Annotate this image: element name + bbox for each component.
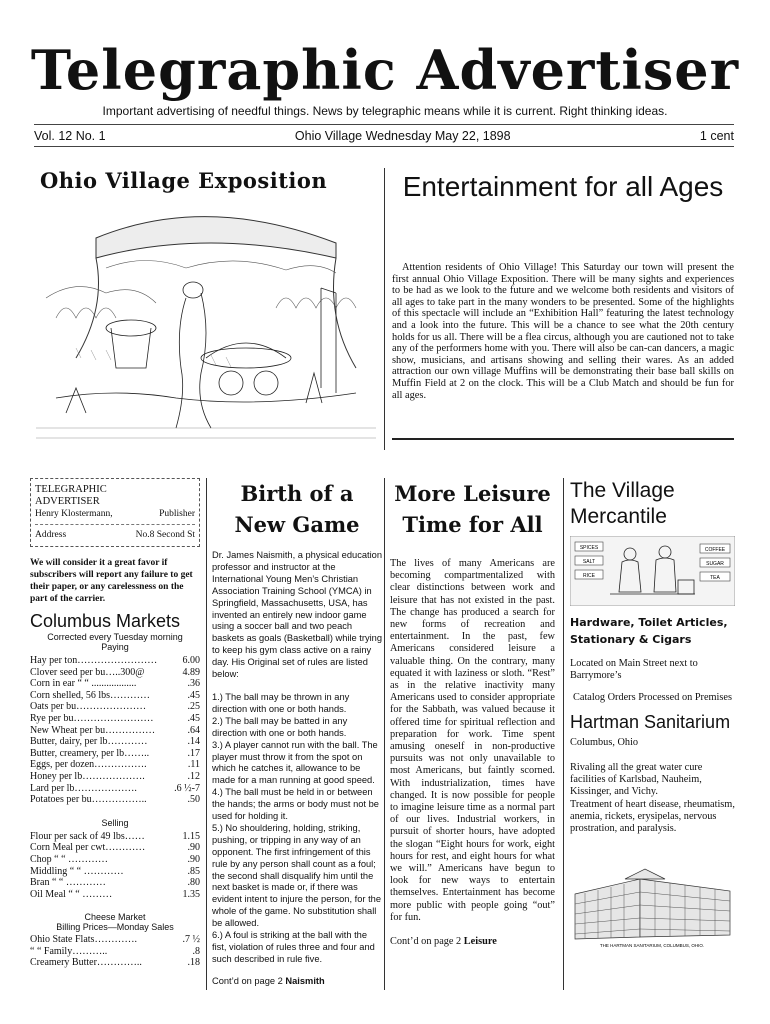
commodity-name: Rye per bu…………………… [30, 712, 154, 724]
sign-salt: SALT [582, 559, 596, 565]
exposition-illustration [36, 198, 376, 448]
sign-sugar: SUGAR [706, 561, 724, 567]
mercantile-headline: The Village Mercantile [570, 479, 675, 528]
price-row [30, 946, 200, 958]
sanitarium-headline: Hartman Sanitarium [570, 712, 731, 732]
commodity-price: 1.35 [182, 888, 200, 900]
issue-info-bar [34, 129, 734, 143]
commodity-price: .12 [187, 770, 200, 782]
sanitarium-caption: THE HARTMAN SANITARIUM, COLUMBUS, OHIO. [599, 943, 705, 949]
commodity-name: Honey per lb………………. [30, 770, 145, 782]
sign-coffee: COFFEE [704, 547, 726, 553]
mercantile-illustration [570, 536, 735, 606]
commodity-name: Oats per bu………………… [30, 701, 147, 713]
commodity-name: Ohio State Flats…………. [30, 934, 137, 946]
mercantile-goods: Hardware, Toilet Articles, Stationary & Cigars [570, 616, 728, 646]
price-row [30, 678, 200, 690]
masthead-rule [34, 124, 734, 125]
price-row [30, 783, 200, 795]
commodity-name: Clover seed per bu…..300@ [30, 666, 145, 678]
commodity-name: Butter, dairy, per lb………… [30, 736, 148, 748]
address-value: No.8 Second St [135, 530, 195, 540]
price-row [30, 957, 200, 969]
commodity-price: 6.00 [182, 655, 200, 666]
commodity-price: 4.89 [182, 666, 200, 678]
commodity-name: Bran “ “ ………… [30, 877, 106, 889]
publisher-name: Henry Klostermann, [35, 509, 113, 519]
price-row [30, 736, 200, 748]
price-row [30, 866, 200, 878]
commodity-name: Corn shelled, 56 lbs………… [30, 689, 150, 701]
commodity-price: .45 [187, 712, 200, 724]
commodity-name: Flour per sack of 49 lbs…… [30, 830, 145, 842]
price-row [30, 690, 200, 702]
newspaper-masthead: Telegraphic Advertiser [30, 38, 740, 102]
commodity-name: Chop “ “ ………… [30, 853, 109, 865]
commodity-name: Hay per ton…………………… [30, 655, 158, 666]
price-row [30, 748, 200, 760]
price-row [30, 701, 200, 713]
mercantile-location: Located on Main Street next to Barrymore’s [570, 658, 698, 681]
dateline: Ohio Village Wednesday May 22, 1898 [294, 129, 511, 143]
selling-label: Selling [101, 817, 129, 828]
commodity-price: .36 [187, 678, 200, 690]
publisher-role: Publisher [159, 509, 195, 519]
markets-corrected-note: Corrected every Tuesday morning [47, 632, 183, 642]
commodity-price: 1.15 [182, 830, 200, 842]
markets-headline: Columbus Markets [30, 611, 181, 631]
ads-column [570, 478, 735, 951]
birth-intro: Dr. James Naismith, a physical education professor and instructor at the International Young Men’s Christian Association Training School (YMCA) in Springfield, Massachusetts, USA, has invented an entirely new indoor game using a soccer ball and two peach baskets as goals (Basketball) while trying to keep his gym class active on a rainy day. His Original set of rules are listed below: [212, 550, 383, 680]
paying-price-list [30, 655, 200, 806]
paying-label: Paying [101, 642, 129, 652]
price-row [30, 725, 200, 737]
price-row [30, 713, 200, 725]
sign-spices: SPICES [579, 545, 599, 551]
leisure-headline: More Leisure Time for All [394, 481, 551, 537]
sanitarium-body: Rivaling all the great water cure facilities of Karlsbad, Nauheim, Kissinger, and Vichy. Treatment of heart disease, rheumatism, anemia, rickets, erysipelas, nervous prostration, and paralysis. [570, 762, 735, 835]
continued-target: Leisure [463, 936, 497, 948]
commodity-name: Middling “ “ ………… [30, 865, 124, 877]
commodity-price: .25 [187, 701, 200, 713]
selling-price-list [30, 831, 200, 901]
commodity-name: Corn in ear “ “ .................. [30, 678, 137, 690]
leisure-continued [390, 936, 555, 948]
issue-price: 1 cent [699, 129, 734, 143]
price-row [30, 771, 200, 783]
column-divider [384, 168, 385, 450]
subscriber-notice: We will consider it a great favor if subscribers will report any failure to get their paper, or any carelessness on the part of the carrier. [30, 558, 193, 604]
commodity-price: .17 [187, 747, 200, 759]
address-row [35, 529, 195, 541]
mercantile-catalog: Catalog Orders Processed on Premises [573, 692, 732, 703]
commodity-name: Lard per lb………………. [30, 782, 137, 794]
commodity-price: .8 [192, 945, 200, 957]
basketball-article [212, 478, 382, 988]
paper-name-line1: TELEGRAPHIC [35, 484, 107, 495]
commodity-price: .90 [187, 853, 200, 865]
entertainment-headline: Entertainment for all Ages [402, 171, 724, 202]
commodity-price: .7 ½ [182, 934, 200, 946]
price-row [30, 934, 200, 946]
price-row [30, 759, 200, 771]
price-row [30, 794, 200, 806]
commodity-price: .6 ½-7 [174, 782, 200, 794]
price-row [30, 889, 200, 901]
commodity-name: Oil Meal “ “ ……… [30, 888, 113, 900]
commodity-name: Eggs, per dozen……………. [30, 759, 147, 771]
sanitarium-illustration [570, 849, 735, 951]
commodity-price: .90 [187, 842, 200, 854]
leisure-article [390, 478, 555, 948]
basketball-rules: 1.) The ball may be thrown in any direction with one or both hands. 2.) The ball may be batted in any direction with one or both hands. 3.) A player cannot run with the ball. The player must throw it from the spot on which he catches it, allowance to be made for a man running at good speed. 4.) The ball must be held in or between the hands; the arms or body must not be used for holding it. 5.) No shouldering, holding, striking, pushing, or tripping in any way of an opponent. The first infringement of this rule by any person shall count as a foul; the second shall disqualify him until the next basket is made or, if there was evident intent to injure the person, for the whole of the game. No substitution shall be allowed. 6.) A foul is striking at the ball with the fist, violation of rules three and four and such described in rule five. [212, 691, 382, 964]
commodity-price: .80 [187, 877, 200, 889]
birth-continued [212, 976, 382, 988]
volume-number: Vol. 12 No. 1 [34, 129, 106, 143]
continued-text: Cont’d on page 2 [390, 936, 462, 948]
continued-target: Naismith [285, 975, 325, 986]
paper-name-line2: ADVERTISER [35, 496, 100, 507]
column-divider [563, 478, 564, 990]
commodity-price: .64 [187, 724, 200, 736]
commodity-name: Creamery Butter………….. [30, 957, 142, 969]
leisure-body: The lives of many Americans are becoming compartmentalized with clear distinctions between work and leisure that has not existed in the past. The change has produced a search for new forms of recreation and entertainment. In the past, few Americans considered leisure a valuable thing. On the contrary, many equated it with laziness or sloth. “Rest” as in the relative inactivity many Americans used to consider appropriate for the Sabbath, was valued because it offered time for spiritual reflection and preparation for work. Time spent amusing oneself in non-productive pursuits was not only unavailable to most Americans, but faintly scorned. With industrialization, times have changed. It is now possible for people to imagine leisure time as a normal part of our lives. Industrial workers, in pursuit of shorter hours, have adopted the slogan “Eight hours for work, eight hours for rest, and eight hours for what we will.” Americans have begun to look for new ways to entertain themselves. Entertainment has become more public with people going “out” for fun. [390, 558, 555, 923]
infobar-rule [34, 146, 734, 147]
cheese-billing-label: Billing Prices—Monday Sales [56, 922, 174, 933]
price-row [30, 667, 200, 679]
sign-tea: TEA [710, 575, 720, 581]
address-label: Address [35, 530, 67, 540]
article-end-rule [392, 438, 734, 440]
expo-headline: Ohio Village Exposition [40, 168, 328, 193]
price-row [30, 842, 200, 854]
sign-rice: RICE [583, 573, 595, 579]
commodity-price: .50 [187, 794, 200, 806]
price-row [30, 655, 200, 667]
commodity-price: .18 [187, 957, 200, 969]
publisher-box [30, 478, 200, 547]
entertainment-article: Attention residents of Ohio Village! This Saturday our town will present the first annual Ohio Village Exposition. There will be many sights and experiences to be had as we look to the future and we welcome both residents and visitors of all ages to take part in the many wonders to be presented. Some of the highlights of this spectacle will include an “Exhibition Hall” featuring the latest technology and a look into the future. This will be a chance to see what the 20th century holds for us all. There will be a flea circus, although you are cautioned not to take any of the performers home with you. There will also be can-can dancers, a magic show, musicians, and artisans showing and selling their wares. As an added attraction our own village Muffins will be demonstrating their base ball skills on Muffin Field at 2 on the clock. This will be a Club Match and should be fun for all ages. [392, 262, 734, 401]
price-row [30, 877, 200, 889]
commodity-price: .11 [187, 759, 200, 771]
commodity-name: New Wheat per bu…………… [30, 724, 156, 736]
commodity-price: .85 [187, 865, 200, 877]
cheese-market-label: Cheese Market [84, 912, 146, 923]
commodity-name: Butter, creamery, per lb…….. [30, 747, 150, 759]
sanitarium-city: Columbus, Ohio [570, 737, 639, 748]
commodity-name: “ “ Family……….. [30, 945, 108, 957]
left-sidebar [30, 478, 200, 969]
price-row [30, 854, 200, 866]
cheese-price-list [30, 934, 200, 969]
column-divider [206, 478, 207, 990]
price-row [30, 831, 200, 843]
birth-headline: Birth of a New Game [234, 481, 360, 537]
commodity-price: .14 [187, 736, 200, 748]
publisher-row [35, 508, 195, 520]
column-divider [384, 478, 385, 990]
commodity-name: Corn Meal per cwt………… [30, 842, 146, 854]
masthead-tagline: Important advertising of needful things. News by telegraphic means while it is current. Right thinking ideas. [102, 104, 668, 118]
continued-text: Cont’d on page 2 [212, 975, 283, 986]
commodity-price: .45 [187, 689, 200, 701]
commodity-name: Potatoes per bu…………….. [30, 794, 147, 806]
